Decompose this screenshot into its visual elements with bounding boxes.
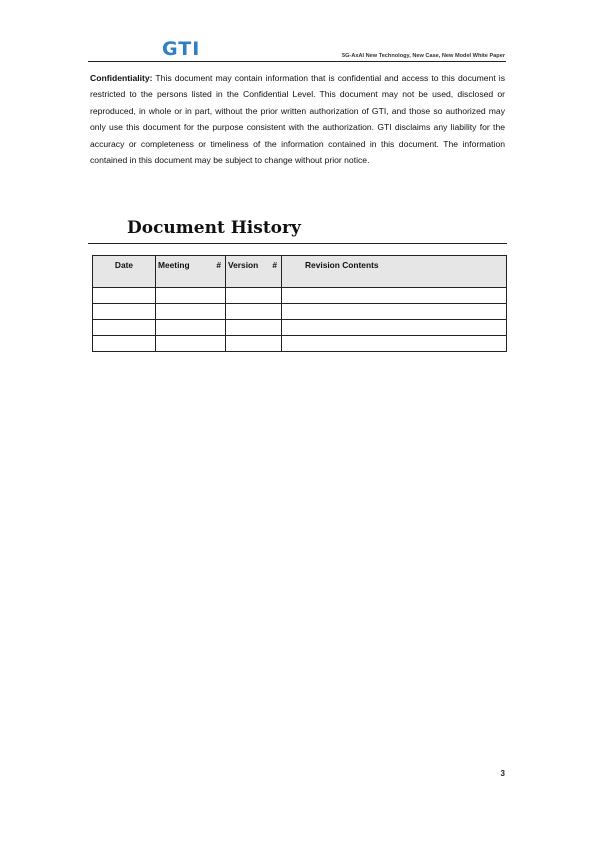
table-header-row [93,256,507,288]
column-header-meeting: Meeting # [156,256,226,288]
table-cell [282,336,507,352]
table-cell [156,288,226,304]
table-cell [282,288,507,304]
header-divider [88,61,506,62]
column-header-version: Version # [226,256,282,288]
table-row [93,336,507,352]
document-history-table [92,255,507,352]
table-cell [226,304,282,320]
table-row [93,320,507,336]
column-header-date: Date [93,256,156,288]
table-cell [156,336,226,352]
table-row [93,288,507,304]
document-history-heading: Document History [127,218,301,238]
confidentiality-label: Confidentiality: [90,73,153,83]
table-cell [226,336,282,352]
document-title: 5G-AxAI New Technology, New Case, New Model White Paper [342,53,505,59]
page-number: 3 [500,769,505,778]
table-row [93,304,507,320]
table-cell [93,320,156,336]
table-cell [226,320,282,336]
history-divider [88,243,507,244]
table-cell [93,288,156,304]
table-cell [156,304,226,320]
confidentiality-notice [90,70,505,168]
table-cell [226,288,282,304]
table-cell [282,304,507,320]
table-cell [93,304,156,320]
confidentiality-text: This document may contain information that is confidential and access to this document is restricted to the persons listed in the Confidential Level. This document may not be used, disclosed or reproduced, in whole or in part, without the prior written authorization of GTI, and those so authorized may only use this document for the purpose consistent with the authorization. GTI disclaims any liability for the accuracy or completeness or timeliness of the information contained in this document. The information contained in this document may be subject to change without prior notice. [90,73,505,166]
table-cell [156,320,226,336]
table-cell [93,336,156,352]
table-cell [282,320,507,336]
gti-logo: GTI [162,38,201,60]
column-header-revision-contents: Revision Contents [282,256,507,288]
